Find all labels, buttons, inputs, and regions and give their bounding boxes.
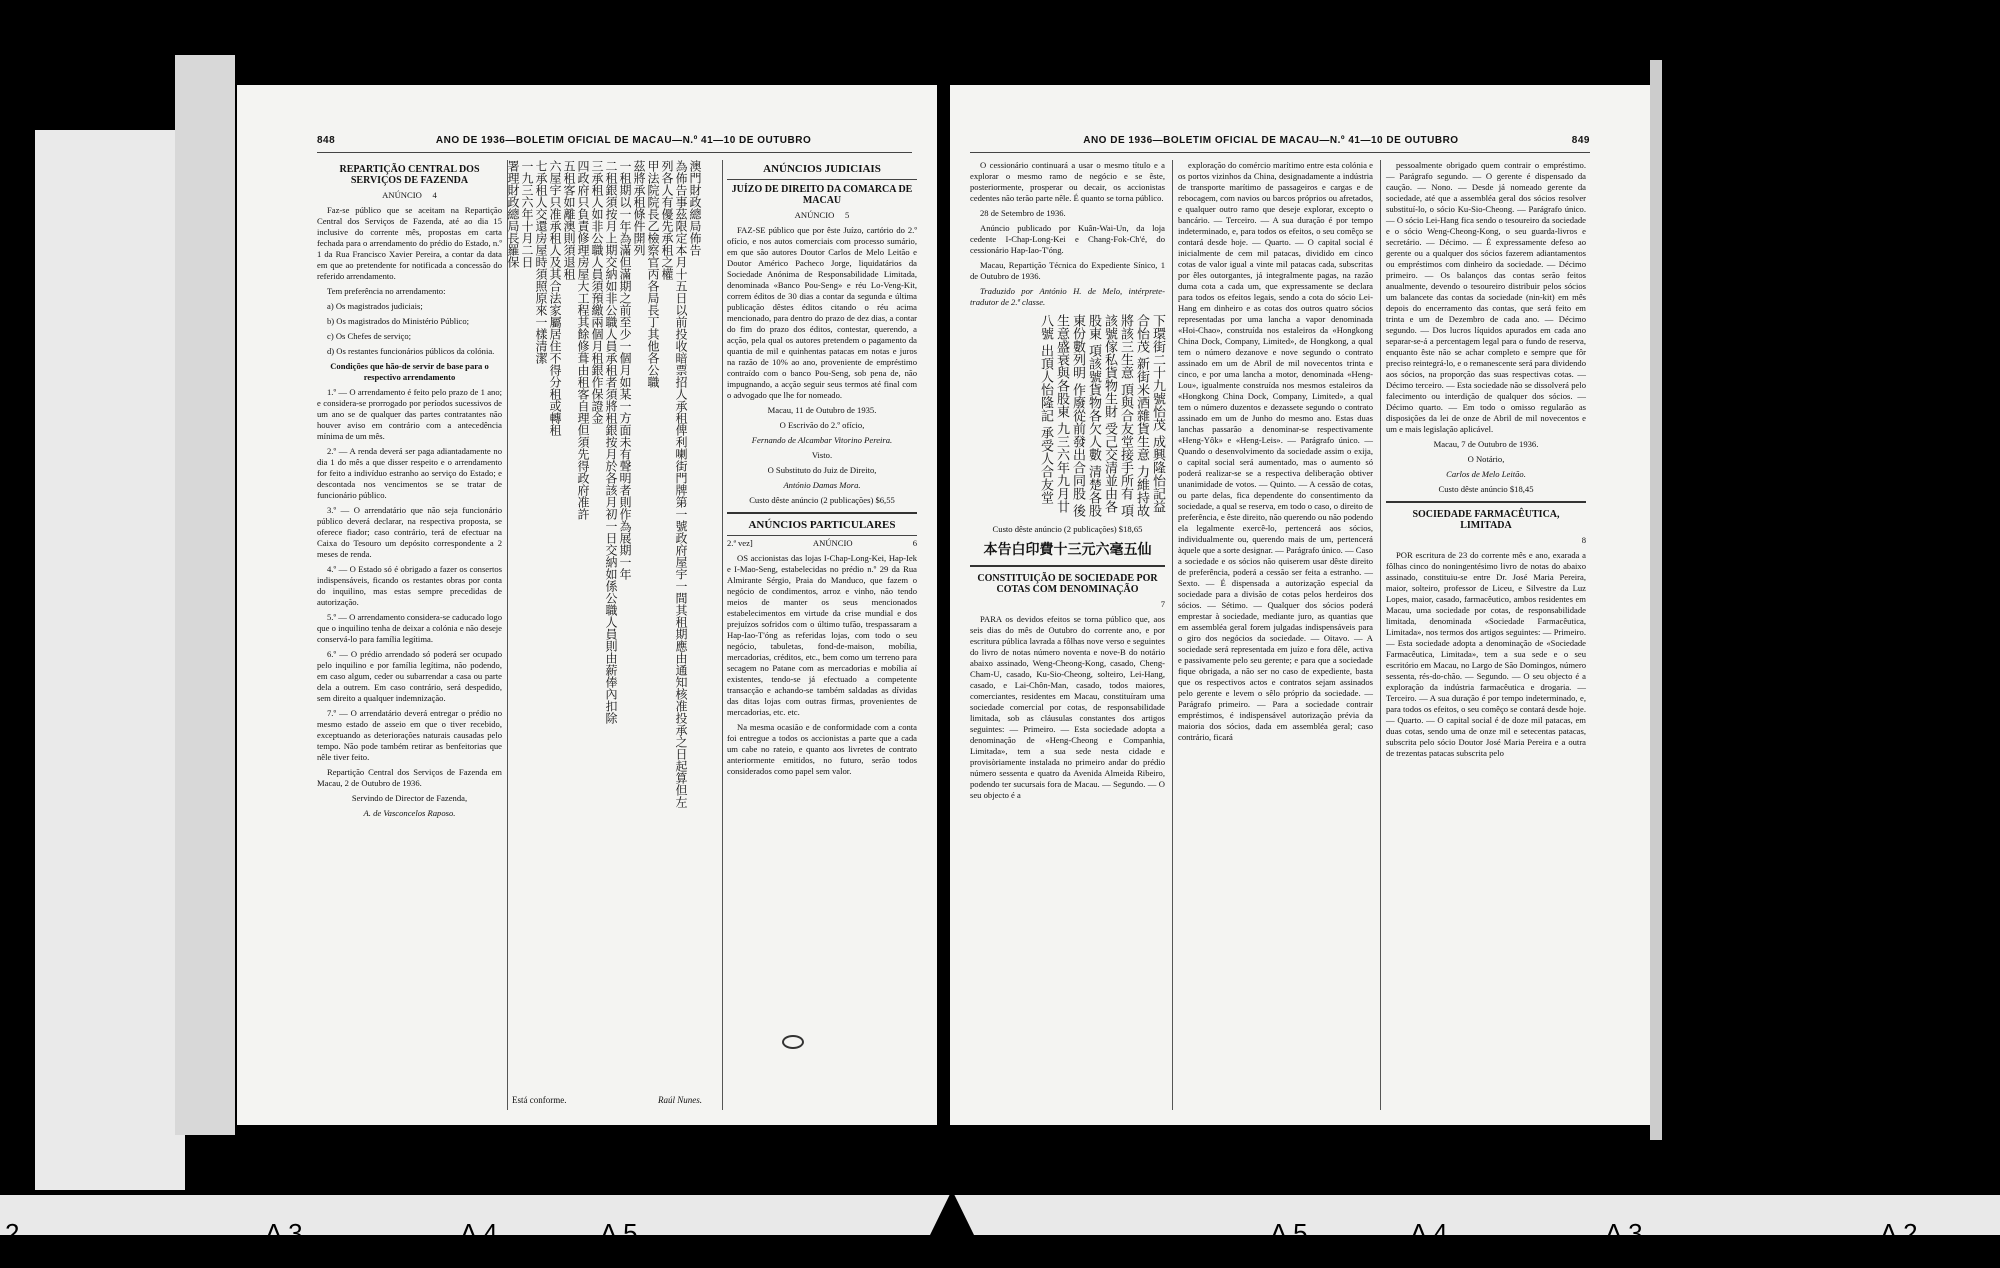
place-date: Macau, 7 de Outubro de 1936. (1433, 439, 1539, 449)
notice-number: 7 (1160, 599, 1165, 609)
frame-marker: A 2 (1880, 1218, 1918, 1248)
cost-note: Custo dêste anúncio (2 publicações) $6,55 (749, 495, 895, 505)
film-notch (930, 1190, 974, 1235)
cost-note: Custo dêste anúncio (2 publicações) $18,65 (992, 524, 1143, 534)
page-header (317, 135, 912, 146)
header-rule (970, 152, 1590, 153)
frame-marker: A 5 (600, 1218, 638, 1248)
paragraph: 1.º — O arrendamento é feito pelo prazo de 1 ano; e considera-se prorrogado por períodos sucessivos de um ano se de qualquer das partes contratantes não houver aviso em contrário com a antecedência mínima de um mês. (317, 387, 502, 441)
frame-marker: A 3 (265, 1218, 303, 1248)
notice-number: 6 (912, 538, 917, 548)
paragraph: OS accionistas das lojas I-Chap-Long-Kei, Hap-Iek e I-Mao-Seng, estabelecidas no prédio n.º 29 da Rua Almirante Sérgio, Praia do Manduco, que fazem o negócio de condimentos, arroz e vinho, não tendo meios de manter os seus mencionados estabelecimentos em virtude da crise mundial e dos prejuízos sofridos com o último tufão, trespassaram a Hap-Iao-T'óng as referidas lojas, com todo o seu negócio, tabuletas, fond-de-maison, mobília, mercadorias, créditos, etc., bem como um terreno para secagem no Patane com as mercadorias e mobília aí existentes, tendo-se já efectuado a competente transacção e achando-se também saldadas as dívidas das ditas lojas com outras firmas, provenientes de mercadorias, etc. etc. (727, 553, 917, 717)
signature: A. de Vasconcelos Raposo. (363, 808, 456, 818)
cjk-line: 甲法院院長乙檢察官丙各局長丁其他各公職 (646, 160, 660, 388)
conform-label: Está conforme. (512, 1095, 567, 1105)
frame-marker: A 4 (460, 1218, 498, 1248)
column-transfer (970, 160, 1165, 1105)
section-title: ANÚNCIOS PARTICULARES (748, 519, 896, 531)
list-item: b) Os magistrados do Ministério Público; (327, 316, 470, 326)
signature: António Damas Mora. (783, 480, 861, 490)
section-title: CONSTITUIÇÃO DE SOCIEDADE POR COTAS COM DENOMINAÇÃO (977, 573, 1158, 595)
signer-role: O Substituto do Juiz de Direito, (767, 465, 877, 475)
list-item: d) Os restantes funcionários públicos da colónia. (327, 346, 495, 356)
list-item: a) Os magistrados judiciais; (327, 301, 423, 311)
paragraph: 6.º — O prédio arrendado só poderá ser ocupado pelo inquilino e por família legítima, não podendo, em caso algum, ceder ou subarrendar a casa ou parte dela a outrem. Em caso contrário, será despedido, sem direito a qualquer indemnização. (317, 649, 502, 703)
paragraph: exploração do comércio marítimo entre esta colónia e os portos vizinhos da China, designadamente a indústria de transporte marítimo de passageiros e cargas e de rebocagem, com navios ou barcos próprios ou afretados, e qualquer outro ramo que deseje explorar, excepto o bancário. — Terceiro. — A sua duração é por tempo indeterminado, e, para todos os efeitos, o seu comêço se contará desde hoje. — Quarto. — O capital social é inicialmente de cem mil patacas, dividido em cinco cotas de valor igual a vinte mil patacas cada, subscritas por êles outorgantes, já integralmente pagas, na razão duma cota a cada um, que expressamente se declara para todos os efeitos legais, sendo a cota do sócio Lei-Hang em dinheiro e as cotas dos outros quatro sócios representadas por uma lancha a vapor denominada «Hoi-Chao», construída nos estaleiros da «Hongkong China Dock, Company, Limited», de Hongkong, a qual tem o número dezanove e nove segundo o contrato assinado em um de Abril de mil novecentos trinta e cinco, e por uma lancha a motor, denominada «Heng-Lou», igualmente construída nos mesmos estaleiros da «Hongkong China Dock, Company, Limited», a qual tem o número duzentos e dezassete segundo o contrato assinado em um de Junho do mesmo ano. Estas duas lanchas passarão a denominar-se respectivamente «Heng-Yôk» e «Heng-Leis». — Parágrafo único. — Quando o desenvolvimento da sociedade assim o exija, o capital social será aumentado, mas o aumento só poderá realizar-se se a respectiva deliberação obtiver unanimidade de votos. — Quinto. — A cessão de cotas, ou parte delas, fica dependente do consentimento da sociedade, a qual se reserva, em todo o caso, o direito de preferência, e êste direito, não querendo ou não podendo ela legalmente exercê-lo, pertencerá aos sócios, individualmente ou, querendo mais de um, pertencerá àquele que a sorte designar. — Parágrafo único. — Caso a sociedade e os sócios não quiserem usar dêste direito de preferência, poderá a cessão ser feita a estranho. — Sexto. — É dispensada a autorização especial da sociedade para a divisão de cotas pelos herdeiros dos sócios. — Sétimo. — Qualquer dos sócios poderá emprestar à sociedade, mediante juro, as quantias que em assembléa geral forem julgadas indispensáveis para o giro dos negócios da sociedade. — Oitavo. — A sociedade será representada em juízo e fora dêle, activa e passivamente pelo seu gerente; e para que a sociedade fique obrigada, a não ser no caso de expediente, basta que os respectivos actos e contratos sejam assinados pelo gerente e levem o sêlo próprio da sociedade. — Parágrafo primeiro. — Para a sociedade contrair empréstimos, é indispensável autorização prévia da maioria dos sócios, dada em assembléa geral; caso contrário, ficará (1178, 160, 1373, 742)
publication-count: 2.ª vez] (727, 538, 753, 548)
signer-role: O Escrivão do 2.º ofício, (779, 420, 865, 430)
column-fazenda (317, 160, 502, 1105)
paragraph: 2.º — A renda deverá ser paga adiantadamente no dia 1 do mês a que disser respeito e o arrendamento for feito a indivíduo estranho ao serviço do Estado; e descontada nos vencimentos se se tratar de funcionário público. (317, 446, 502, 500)
cjk-line: 羅保 (506, 244, 520, 268)
seen-label: Visto. (811, 450, 833, 460)
paragraph: 3.º — O arrendatário que não seja funcionário público deverá declarar, na respectiva proposta, se oferece fiador; caso contrário, terá de efectuar na Caixa do Tesouro um depósito correspondente a 2 meses de renda. (317, 505, 502, 559)
paragraph: pessoalmente obrigado quem contrair o empréstimo. — Parágrafo segundo. — O gerente é dispensado da caução. — Nono. — Desde já nomeado gerente da sociedade, até que a assembléa geral dos sócios resolver substituí-lo, o sócio Ku-Sio-Cheong. — Parágrafo único. — O sócio Lei-Hang fica sendo o tesoureiro da sociedade e o sócio Weng-Cheong-Kong, o seu guarda-livros e secretário. — Décimo. — É expressamente defeso ao gerente ou a qualquer dos sócios fazerem adiantamentos ou empréstimos com dinheiro da sociedade. — Décimo primeiro. — Os balanços das contas serão feitos anualmente, devendo o tesoureiro distribuir pelos sócios um balancete das contas da sociedade (nin-kit) em mês depois do encerramento das contas, que será feito em trinta e um de Dezembro de cada ano. — Décimo segundo. — Dos lucros líquidos apurados em cada ano separar-se-á a percentagem legal para o fundo de reserva, enquanto êste não se achar completo e sempre que fôr preciso reintegrá-lo, e o remanescente será para dividendo aos sócios, na proporção das suas respectivas cotas. — Décimo terceiro. — Esta sociedade não se dissolverá pelo falecimento ou interdição de qualquer dos sócios. — Décimo quarto. — Em todo o omisso regularão as disposições da lei de onze de Abril de mil novecentos e um e mais legislação aplicável. (1386, 160, 1586, 434)
paragraph: Anúncio publicado por Kuân-Wai-Un, da loja cedente I-Chap-Long-Kei e Chang-Fok-Ch'é, do cessionário Hap-Iao-T'óng. (970, 223, 1165, 255)
cost-note: Custo dêste anúncio $18,45 (1438, 484, 1534, 494)
frame-marker: A 3 (1605, 1218, 1643, 1248)
frame-marker: A 4 (1410, 1218, 1448, 1248)
cjk-cost-note: 本告白印費十三元六毫五仙 (983, 542, 1152, 558)
conditions-heading: Condições que hão-de servir de base para o respectivo arrendamento (330, 361, 489, 382)
paragraph: Na mesma ocasião e de conformidade com a conta foi entregue a todos os accionistas a parte que a cada um cabe no rateio, e quanto aos livretes de contrato anteriormente emitidos, no futuro, serão todos considerados como papel sem valor. (727, 722, 917, 776)
section-title: ANÚNCIOS JUDICIAIS (763, 163, 881, 175)
cjk-line: 二租銀須按月上期交納如非公職人員承租者須將租銀按月於各該月初一日交納如係公職人員則由薪俸內扣除 (604, 160, 618, 724)
notice-label: ANÚNCIO (812, 538, 853, 548)
paragraph: O cessionário continuará a usar o mesmo título e a explorar o mesmo ramo de negócio e se êste, posteriormente, prosperar ou decair, os accionistas cedentes não terão parte nêle. É quanto se torna público. (970, 160, 1165, 203)
cjk-line: 為佈告事茲限定本月十五日以前投收暗票招人承租俾利喇街門牌第一號政府屋宇一間其租期應由通知核准投承之日起算但左 (674, 160, 688, 808)
column-statutes (1178, 160, 1373, 1105)
film-edge-right (1650, 60, 1662, 1140)
cjk-line: 列各人有優先承租之權 (660, 160, 674, 280)
cjk-line: 一租期以一年為滿但滿期之前至少一個月如某一方面未有聲明者則作為展期一年 (618, 160, 632, 580)
cjk-line: 五租客如離澳則須退租 (562, 160, 576, 280)
paragraph: Faz-se público que se aceitam na Repartição Central dos Serviços de Fazenda, até ao dia 15 inclusive do corrente mês, propostas em carta fechada para o arrendamento do prédio do Estado, n.º 1 da Rua Francisco Xavier Pereira, a contar da data em que ao pretendente for notificada a concessão do referido arrendamento. (317, 205, 502, 281)
page-header-title: ANO DE 1936—BOLETIM OFICIAL DE MACAU—N.º 41—10 DE OUTUBRO (435, 135, 812, 146)
left-page (237, 85, 937, 1125)
signature: Carlos de Melo Leitão. (1446, 469, 1526, 479)
court-title: JUÍZO DE DIREITO DA COMARCA DE MACAU (731, 184, 913, 206)
notice-number: 4 (432, 190, 437, 200)
paragraph: PARA os devidos efeitos se torna público que, aos seis dias do mês de Outubro do corrente ano, e por escritura pública lavrada a fôlhas nove verso e seguintes do livro de notas número noventa e nove-B do notário abaixo assinado, Weng-Cheong-Kong, casado, Cheng-Cham-U, casado, Ku-Sio-Cheong, solteiro, Lei-Hang, casado, e Lai-Chôn-Man, casado, todos maiores, comerciantes, residentes em Macau, constituíram uma sociedade comercial por cotas, de responsabilidade limitada, sob as cláusulas constantes dos artigos seguintes: — Primeiro. — Esta sociedade adopta a denominação de «Heng-Cheong e Companhia, Limitada», tem a sua sede nesta cidade e provisòriamente instalada no primeiro andar do prédio número sessenta e quatro da Avenida Almeida Ribeiro, podendo ter sucursais fora de Macau. — Segundo. — O seu objecto é a (970, 614, 1165, 800)
film-edge-left (35, 130, 185, 1190)
paragraph: 28 de Setembro de 1936. (980, 208, 1066, 218)
notice-label: ANÚNCIO (382, 190, 422, 200)
paragraph: Traduzido por António H. de Melo, intérprete-tradutor de 2.ª classe. (970, 286, 1165, 307)
paragraph: 5.º — O arrendamento considera-se caducado logo que o inquilino tenha de deixar a colónia e não deseje conservá-lo para família legítima. (317, 612, 502, 644)
paragraph: 4.º — O Estado só é obrigado a fazer os consertos indispensáveis, ficando os restantes obras por conta do inquilino, mas estas sempre precedidas de autorização. (317, 564, 502, 607)
cjk-line: 澳門財政總局佈告 (688, 160, 702, 256)
header-rule (317, 152, 912, 153)
cjk-line: 一九三六年十月二日 (520, 160, 534, 268)
paragraph: 7.º — O arrendatário deverá entregar o prédio no mesmo estado de asseio em que o tiver recebido, exceptuando as deteriorações naturais causadas pelo tempo. Não pode também retirar as benfeitorias que nêle tiver feito. (317, 708, 502, 762)
paragraph: Macau, Repartição Técnica do Expediente Sínico, 1 de Outubro de 1936. (970, 260, 1165, 281)
frame-marker: A 5 (1270, 1218, 1308, 1248)
signer-role: O Notário, (1467, 454, 1505, 464)
section-title: SOCIEDADE FARMACÊUTICA, LIMITADA (1412, 509, 1560, 531)
film-edge-left-inner (175, 55, 235, 1135)
list-item: c) Os Chefes de serviço; (327, 331, 411, 341)
cjk-line: 七承租人交還房屋時須照原來一樣清潔 (534, 160, 548, 364)
notice-number: 5 (845, 210, 850, 220)
frame-marker: 2 (5, 1218, 20, 1248)
paragraph: Tem preferência no arrendamento: (327, 286, 446, 296)
page-number: 848 (317, 135, 336, 146)
column-judicial (727, 160, 917, 1105)
page-header (970, 135, 1590, 146)
page-number: 849 (1571, 135, 1590, 146)
ink-mark (782, 1035, 804, 1049)
cjk-line: 茲將承租條件開列 (632, 160, 646, 256)
paragraph: FAZ-SE público que por êste Juízo, cartório do 2.º ofício, e nos autos comerciais com processo sumário, em que são autores Doutor Carlos de Melo Leitão e Doutor Américo Pacheco Jorge, liquidatários da Sociedade Anónima de Responsabilidade Limitada, denominada «Banco Pou-Seng» e réu Lo-Veng-Kit, correm éditos de 30 dias a contar da segunda e última publicação dêstes éditos citando o réu acima mencionado, para dentro do prazo de dez dias, a contar do fim do prazo dos éditos, contestar, querendo, a acção, pela qual os autores pretendem o pagamento da quantia de mil e quinhentas patacas em notas e juros na razão de 10% ao ano, proveniente de empréstimo contraído com o banco Pou-Seng, sob pena de, não impugnando, a acção seguir seus termos até final com o advogado que lhe for nomeado. (727, 225, 917, 400)
signature: Fernando de Alcambar Vitorino Pereira. (751, 435, 893, 445)
notice-number: 8 (1581, 535, 1586, 545)
conform-signature: Raúl Nunes. (658, 1095, 702, 1105)
cjk-transfer-notice: 下環街二十九號怡茂 成興隆怡記益合怡茂 新街米酒雜貨生意 力維持故將該三生意 頂與合友堂接手所有 項該號傢私貨物生財 受己交清並由各股東 項該號貨物各欠人數 清楚各股東份數列明 作廢從前發出合同股 後生意盛衰與各股東 九三六年九月廿八號 出頂人怡隆記 承受人合友堂 (1038, 314, 1165, 518)
cjk-line: 署理財政總局長 (506, 160, 520, 244)
cjk-line: 三承租人如非公職人員須預繳兩個月租銀作保證金 (590, 160, 604, 424)
right-page (950, 85, 1650, 1125)
page-header-title: ANO DE 1936—BOLETIM OFICIAL DE MACAU—N.º 41—10 DE OUTUBRO (1083, 135, 1459, 146)
notice-label: ANÚNCIO (794, 210, 835, 220)
section-title: REPARTIÇÃO CENTRAL DOS SERVIÇOS DE FAZENDA (339, 164, 480, 186)
paragraph: POR escritura de 23 do corrente mês e ano, exarada a fôlhas cinco do noningentésimo livro de notas do abaixo assinado, constituiu-se entre Dr. José Maria Pereira, maior, solteiro, professor de Liceu, e Silvestre da Luz Lopes, maior, casado, farmacêutico, ambos residentes em Macau, uma sociedade por cotas, de responsabilidade limitada, denominada «Sociedade Farmacêutica, Limitada», nos termos dos artigos seguintes: — Primeiro. — Esta sociedade adopta a denominação de «Sociedade Farmacêutica, Limitada», tem a sua sede e o seu escritório em Macau, no Largo de São Domingos, número sessenta, rés-do-chão. — Segundo. — O seu objecto é a exploração da indústria farmacêutica e drogaria. — Terceiro. — A sua duração é por tempo indeterminado, e, para todos os efeitos, o seu comêço se contará desde hoje. — Quarto. — O capital social é de doze mil patacas, em duas cotas, sendo uma de onze mil e setecentas patacas, subscrita pelo sócio Doutor José Maria Pereira e a outra de trezentas patacas subscrita pelo (1386, 550, 1586, 758)
signer-role: Servindo de Director de Fazenda, (351, 793, 468, 803)
place-date: Repartição Central dos Serviços de Fazenda em Macau, 2 de Outubro de 1936. (317, 767, 502, 788)
cjk-line: 四政府只負責修理房屋大工程其餘修葺由租客自理但須先得政府准許 (576, 160, 590, 520)
place-date: Macau, 11 de Outubro de 1935. (767, 405, 877, 415)
cjk-line: 六屋宇只准承租人及其合法家屬居住不得分租或轉租 (548, 160, 562, 436)
column-pharmacy (1386, 160, 1586, 1105)
chinese-notice (506, 160, 702, 1110)
